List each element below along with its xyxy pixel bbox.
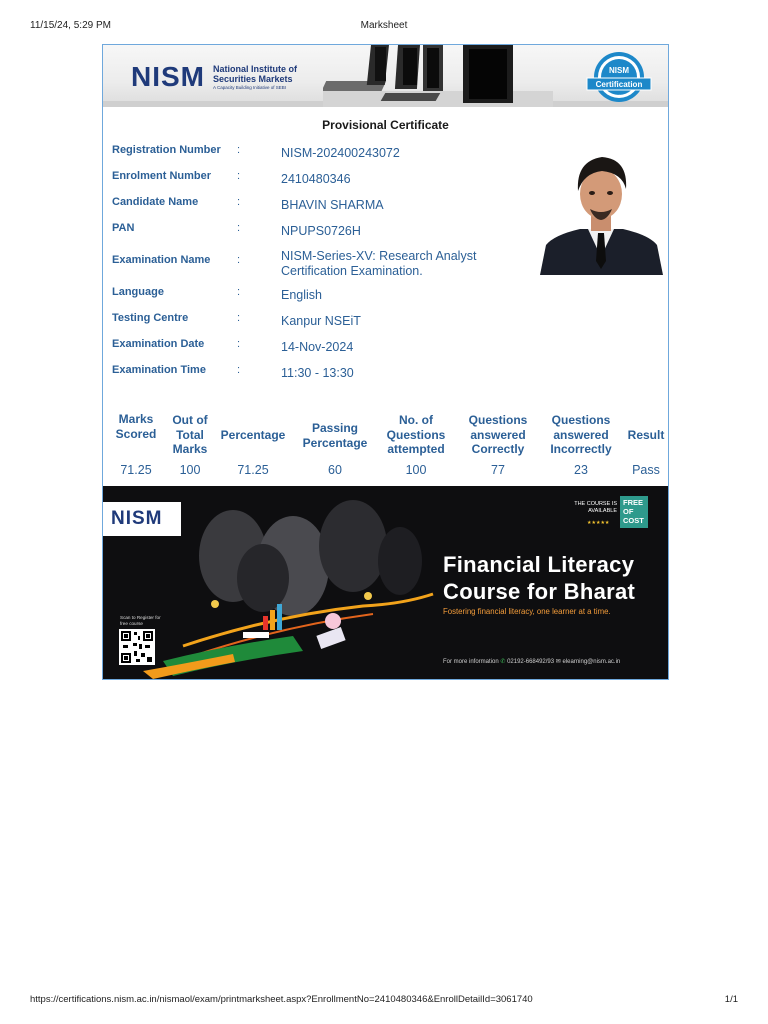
nism-certification-seal: [586, 51, 652, 103]
header-line: Correctly: [471, 442, 525, 456]
percentage-header: [217, 428, 289, 443]
questions-attempted-value: 100: [405, 463, 427, 477]
promo-nism-logo-text: NISM: [111, 508, 163, 529]
print-header: [30, 20, 738, 34]
header-line: attempted: [387, 442, 445, 456]
promo-heading-line1: Financial Literacy: [443, 552, 635, 577]
testing-centre-label: Testing Centre: [112, 312, 189, 324]
questions-correct-header: [461, 413, 535, 457]
email-icon: ✉: [555, 659, 563, 665]
contact-info: [443, 658, 620, 665]
header-line: answered: [553, 427, 609, 442]
free-badge-text: [623, 498, 644, 525]
phone-icon: ✆: [500, 659, 508, 665]
separator: :: [237, 286, 241, 298]
header-line: Percentage: [302, 435, 368, 450]
financial-literacy-banner: [103, 486, 668, 679]
marks-scored-header: [111, 412, 161, 441]
header-line: Marks: [172, 442, 208, 456]
enrolment-number-value: 2410480346: [281, 172, 351, 186]
promo-tagline: Fostering financial literacy, one learner at a time.: [443, 607, 611, 616]
passing-percentage-header: [295, 421, 375, 450]
header-line: Marks: [118, 412, 154, 426]
pan-value: NPUPS0726H: [281, 224, 361, 238]
free-badge-line3: COST: [623, 516, 644, 525]
org-name: [213, 64, 323, 91]
promo-nism-logo: [103, 502, 181, 536]
separator: :: [237, 144, 241, 156]
testing-centre-value: Kanpur NSEiT: [281, 314, 361, 328]
certificate-title: Provisional Certificate: [322, 118, 449, 132]
page-url: https://certifications.nism.ac.in/nismaol/exam/printmarksheet.aspx?EnrollmentNo=2410480346&EnrollDetailId=3061740: [30, 994, 533, 1005]
rating-stars: ★★★★★: [587, 520, 610, 526]
nism-logo: [131, 61, 205, 93]
examination-name-value: NISM-Series-XV: Research Analyst Certification Examination.: [281, 249, 477, 278]
header-line: Percentage: [220, 428, 286, 442]
separator: :: [237, 312, 241, 324]
questions-incorrect-value: 23: [574, 463, 588, 477]
org-name-line1: National Institute of: [213, 64, 297, 74]
svg-text:Certification: Certification: [595, 80, 643, 89]
free-badge-line1: FREE: [623, 498, 644, 507]
registration-number-value: NISM-202400243072: [281, 146, 400, 160]
examination-date-value: 14-Nov-2024: [281, 340, 354, 354]
computer-monitors-image: [323, 45, 553, 107]
header-line: Incorrectly: [550, 442, 612, 456]
contact-phone: 02192-668492/93: [507, 659, 555, 665]
separator: :: [237, 338, 241, 350]
free-of-cost-badge: [620, 496, 648, 528]
header-line: Total: [176, 427, 204, 442]
questions-attempted-header: [381, 413, 451, 457]
pan-row: [112, 222, 542, 252]
percentage-value: 71.25: [237, 463, 269, 477]
marks-scored-value: 71.25: [120, 463, 152, 477]
registration-number-label: Registration Number: [112, 144, 221, 156]
total-marks-header: [165, 413, 215, 457]
qr-code: [119, 629, 155, 665]
svg-text:★ ★ ★: ★ ★ ★: [612, 93, 626, 98]
free-badge-line2: OF: [623, 507, 634, 516]
examination-time-value: 11:30 - 13:30: [281, 366, 354, 380]
examination-date-label: Examination Date: [112, 338, 205, 350]
separator: :: [237, 222, 241, 234]
language-label: Language: [112, 286, 164, 298]
header-line: Questions: [386, 427, 446, 442]
contact-email: elearning@nism.ac.in: [562, 659, 621, 665]
examination-time-row: [112, 364, 542, 394]
questions-correct-value: 77: [491, 463, 505, 477]
examination-name-row: [112, 249, 542, 290]
promo-heading-line2: Course for Bharat: [443, 579, 636, 604]
header-line: Result: [627, 428, 665, 442]
print-title: Marksheet: [360, 20, 408, 31]
separator: :: [237, 364, 241, 376]
nism-logo-text: NISM: [131, 61, 205, 92]
course-available-note: THE COURSE IS AVAILABLE: [574, 501, 617, 514]
separator: :: [237, 196, 241, 208]
header-line: Questions: [551, 413, 611, 427]
contact-prefix: For more information: [443, 659, 499, 665]
result-header: [623, 428, 669, 443]
header-line: answered: [470, 427, 526, 442]
candidate-photo: [540, 149, 663, 275]
header-line: Passing: [311, 421, 359, 435]
language-value: English: [281, 288, 322, 302]
org-name-line2: Securities Markets: [213, 74, 293, 84]
header-line: Out of: [172, 413, 208, 427]
examination-name-label: Examination Name: [112, 254, 211, 266]
total-marks-value: 100: [179, 463, 201, 477]
page-count: 1/1: [724, 994, 738, 1005]
pan-label: PAN: [112, 222, 135, 234]
print-footer: [30, 994, 738, 1008]
separator: :: [237, 170, 241, 182]
questions-incorrect-header: [543, 413, 619, 457]
passing-percentage-value: 60: [328, 463, 342, 477]
svg-text:NISM: NISM: [609, 66, 629, 75]
examination-time-label: Examination Time: [112, 364, 206, 376]
candidate-name-label: Candidate Name: [112, 196, 199, 208]
header-banner: [103, 45, 668, 107]
header-line: Scored: [115, 426, 157, 441]
marksheet-certificate: [102, 44, 669, 680]
candidate-name-value: BHAVIN SHARMA: [281, 198, 384, 212]
result-value: Pass: [632, 463, 660, 477]
separator: :: [237, 254, 241, 266]
print-datetime: 11/15/24, 5:29 PM: [30, 20, 111, 31]
scan-to-register-text: Scan to Register for free course: [120, 615, 161, 626]
org-tagline: A Capacity Building Initiative of SEBI: [213, 85, 287, 90]
enrolment-number-label: Enrolment Number: [112, 170, 212, 182]
header-line: No. of: [399, 413, 433, 427]
header-line: Questions: [468, 413, 528, 427]
